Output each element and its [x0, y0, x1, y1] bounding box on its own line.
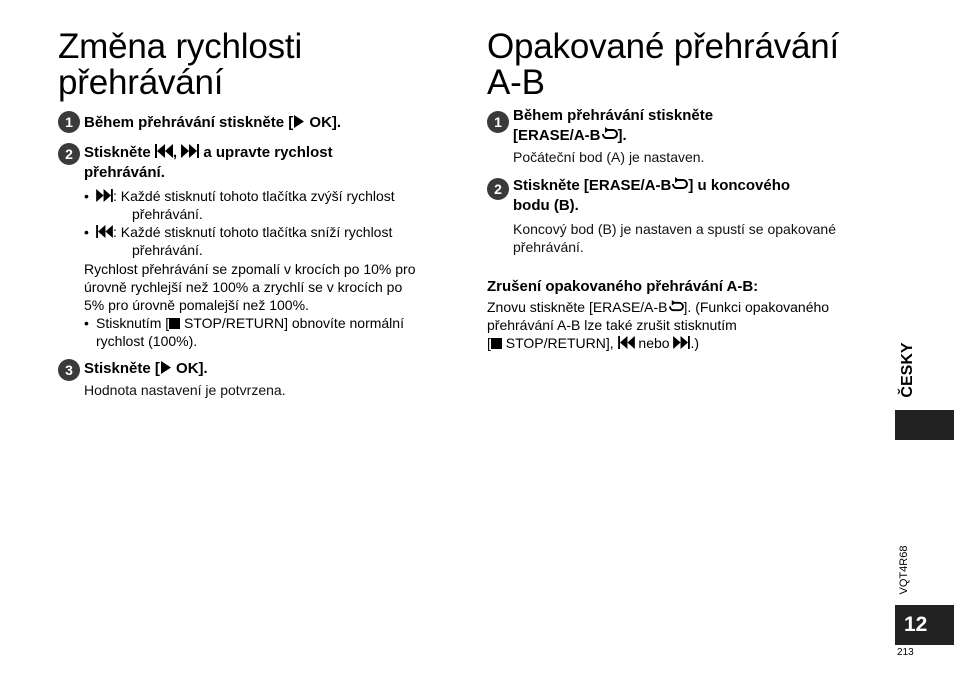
para-line: Rychlost přehrávání se zpomalí v krocích po 10% pro — [84, 261, 416, 277]
r-step2-line2: bodu (B). — [513, 197, 579, 214]
skip-forward-icon — [181, 144, 199, 158]
model-code — [893, 540, 915, 600]
bullet-back-cont: přehrávání. — [132, 242, 203, 258]
step2-text-end: a upravte rychlost — [199, 144, 333, 161]
left-title — [58, 29, 302, 101]
skip-forward-icon — [673, 336, 690, 349]
right-step-2 — [487, 178, 836, 256]
r-step1-sub: Počáteční bod (A) je nastaven. — [513, 149, 705, 165]
para-line: 5% pro úrovně pomalejší než 100%. — [84, 297, 309, 313]
step-number: 2 — [487, 178, 509, 200]
bullet-stop-text: Stisknutím [ — [96, 315, 170, 331]
bullet-forward — [84, 187, 464, 223]
r-step2-line1: Stiskněte [ERASE/A-B — [513, 177, 672, 194]
stop-icon — [491, 338, 502, 349]
play-icon — [160, 361, 172, 374]
right-title-line1: Opakované přehrávání — [487, 27, 840, 66]
cancel-section — [487, 277, 887, 352]
right-step-1 — [487, 107, 714, 166]
step3-text: Stiskněte [ — [84, 360, 160, 377]
skip-forward-icon — [96, 189, 113, 202]
page-number-box — [895, 605, 954, 645]
left-title-line2: přehrávání — [58, 63, 224, 102]
step3-sub: Hodnota nastavení je potvrzena. — [84, 382, 286, 398]
bullet-back-text: : Každé stisknutí tohoto tlačítka sníží rychlost — [113, 224, 393, 240]
r-step2-sub: přehrávání. — [513, 239, 584, 255]
model-code-text: VQT4R68 — [898, 545, 910, 595]
step-number: 1 — [58, 111, 80, 133]
skip-back-icon — [618, 336, 635, 349]
step1-text: Během přehrávání stiskněte [ — [84, 114, 294, 131]
cancel-line3 — [487, 334, 887, 352]
bullet-stop — [84, 314, 464, 350]
step-number: 1 — [487, 111, 509, 133]
cancel-line1 — [487, 298, 887, 316]
cancel-line2: přehrávání A-B lze také zrušit stisknutím — [487, 317, 737, 333]
right-title-line2: A-B — [487, 63, 545, 102]
cancel-text: ]. (Funkci opakovaného — [683, 299, 830, 315]
step-number: 3 — [58, 359, 80, 381]
stop-icon — [169, 318, 180, 329]
total-page-number: 213 — [897, 647, 914, 658]
language-tab-marker — [895, 410, 954, 440]
step3-text-end: OK]. — [171, 360, 208, 377]
left-step-2 — [58, 143, 464, 350]
step2-text: Stiskněte — [84, 144, 155, 161]
bullet-forward-cont: přehrávání. — [132, 206, 203, 222]
cancel-heading: Zrušení opakovaného přehrávání A-B: — [487, 278, 759, 295]
language-label: ČESKY — [899, 342, 916, 398]
left-step-3 — [58, 359, 286, 399]
speed-paragraph — [84, 260, 464, 314]
skip-back-icon — [96, 225, 113, 238]
repeat-icon — [668, 300, 684, 313]
step2-line2: přehrávání. — [84, 164, 165, 181]
repeat-icon — [601, 127, 618, 141]
cancel-text: [ — [487, 335, 491, 351]
cancel-text: nebo — [634, 335, 674, 351]
cancel-text: STOP/RETURN], — [501, 335, 618, 351]
r-step1-line2: [ERASE/A-B — [513, 127, 601, 144]
r-step2-sub: Koncový bod (B) je nastaven a spustí se opakované — [513, 221, 836, 237]
r-step1-line1: Během přehrávání stiskněte — [513, 107, 714, 124]
bullet-stop-text-end: STOP/RETURN] obnovíte normální — [180, 315, 404, 331]
r-step1-line2-end: ]. — [617, 127, 627, 144]
play-icon — [293, 115, 305, 128]
bullet-forward-text: : Každé stisknutí tohoto tlačítka zvýší rychlost — [113, 188, 395, 204]
left-step-1 — [58, 111, 341, 133]
bullet-back — [84, 223, 464, 259]
left-title-line1: Změna rychlosti — [58, 27, 303, 66]
bullet-stop-cont: rychlost (100%). — [96, 333, 198, 349]
step1-text-end: OK]. — [305, 114, 342, 131]
skip-back-icon — [155, 144, 173, 158]
cancel-text: .) — [690, 335, 700, 351]
r-step2-line1-end: ] u koncového — [688, 177, 791, 194]
right-title — [487, 29, 839, 101]
step2-sep: , — [172, 144, 182, 161]
cancel-text: Znovu stiskněte [ERASE/A-B — [487, 299, 668, 315]
step-number: 2 — [58, 143, 80, 165]
repeat-icon — [671, 177, 688, 191]
para-line: úrovně rychlejší než 100% a zrychlí se v krocích po — [84, 279, 403, 295]
language-tab — [895, 330, 921, 410]
page-number: 12 — [904, 613, 928, 636]
